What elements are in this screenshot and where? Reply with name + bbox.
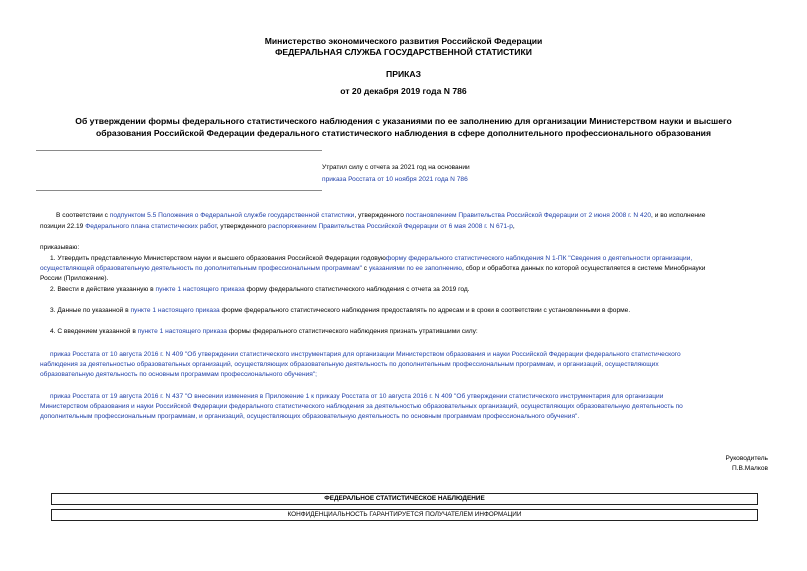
separator-line-top [36, 150, 322, 151]
validity-note-text: Утратил силу с отчета за 2021 год на основании [322, 164, 470, 171]
repeal-order-437-line-1[interactable]: приказ Росстата от 19 августа 2016 г. N 437 "О внесении изменения в Приложение 1 к приказу Росстата от 10 августа 2016 г. N 409 "Об утверждении статистического инструментария для организации [50, 393, 664, 400]
signature-role: Руководитель [725, 455, 768, 462]
separator-line-bottom [36, 190, 322, 191]
ministry-name: Министерство экономического развития Российской Федерации [264, 36, 543, 46]
link-rasporyazhenie-671[interactable]: распоряжением Правительства Российской Федерации от 6 мая 2008 г. N 671-р [268, 223, 513, 230]
document-title-line-1: Об утверждении формы федерального статистического наблюдения с указаниями по ее заполнению для организации Министерством науки и высшего [75, 116, 732, 126]
validity-note-link[interactable]: приказа Росстата от 10 ноября 2021 года N 786 [322, 176, 468, 183]
item-1-line-2: осуществляющей образовательную деятельность по дополнительным профессиональным программам" с указаниями по ее заполнению, сбор и обработка данных по которой осуществляется в системе Минобрнауки [40, 265, 706, 272]
repeal-order-437-line-3[interactable]: дополнительным профессиональным программам, и организаций, осуществляющих образовательную деятельность по основным программам профессионального обучения". [40, 413, 580, 420]
prikazyvayu-text: приказываю: [40, 244, 80, 251]
repeal-order-409-line-1[interactable]: приказ Росстата от 10 августа 2016 г. N 409 "Об утверждении статистического инструментария для организации Министерством образования и науки Российской Федерации федерального статистического [50, 351, 681, 358]
preamble-line-2: позиции 22.19 Федерального плана статистических работ, утвержденного распоряжением Правительства Российской Федерации от 6 мая 2008 г. N 671-р, [40, 223, 515, 230]
document-date-number: от 20 декабря 2019 года N 786 [340, 86, 467, 96]
preamble-line-1: В соответствии с подпунктом 5.5 Положения о Федеральной службе государственной статистики, утвержденного постановлением Правительства Российской Федерации от 2 июня 2008 г. N 420, и во исполнение [56, 212, 706, 219]
item-4: 4. С введением указанной в пункте 1 настоящего приказа формы федерального статистического наблюдения признать утратившими силу: [50, 328, 478, 335]
document-title-line-2: образования Российской Федерации федерального статистического наблюдения в сфере дополнительного профессионального образования [96, 128, 711, 138]
link-item-1-ref[interactable]: пункте 1 настоящего приказа [130, 307, 220, 314]
link-form-1pk-cont[interactable]: осуществляющей образовательную деятельность по дополнительным профессиональным программам" [40, 265, 362, 272]
signature-name: П.В.Малков [731, 465, 768, 472]
item-2: 2. Ввести в действие указанную в пункте 1 настоящего приказа форму федерального статистического наблюдения с отчета за 2019 год. [50, 286, 470, 293]
document-type: ПРИКАЗ [386, 69, 421, 79]
link-item-1-ref[interactable]: пункте 1 настоящего приказа [155, 286, 245, 293]
confidentiality-box: КОНФИДЕНЦИАЛЬНОСТЬ ГАРАНТИРУЕТСЯ ПОЛУЧАТЕЛЕМ ИНФОРМАЦИИ [51, 509, 758, 521]
link-item-1-ref[interactable]: пункте 1 настоящего приказа [137, 328, 227, 335]
repeal-order-437-line-2[interactable]: Министерством образования и науки Российской Федерации федерального статистического наблюдения за деятельностью образовательных организаций, осуществляющих образовательную деятельность по [40, 403, 683, 410]
repeal-order-409-line-3[interactable]: образовательную деятельность по основным программам профессионального обучения"; [40, 371, 318, 378]
link-polozhenie-subparagraph[interactable]: подпунктом 5.5 Положения о Федеральной службе государственной статистики [109, 212, 355, 219]
link-federal-plan[interactable]: Федерального плана статистических работ [85, 223, 217, 230]
link-form-1pk[interactable]: форму федерального статистического наблюдения N 1-ПК "Сведения о деятельности организации, [385, 255, 693, 262]
link-instructions[interactable]: указаниями по ее заполнению [368, 265, 462, 272]
repeal-order-409-line-2[interactable]: наблюдения за деятельностью образовательных организаций, осуществляющих образовательную деятельность по дополнительным профессиональным программам, и организаций, осуществляющих [40, 361, 659, 368]
item-1-line-3: России (Приложение). [40, 275, 109, 282]
item-3: 3. Данные по указанной в пункте 1 настоящего приказа форме федерального статистического наблюдения предоставлять по адресам и в сроки в соответствии с установленными в форме. [50, 307, 631, 314]
item-1-line-1: 1. Утвердить представленную Министерством науки и высшего образования Российской Федерации годовуюформу федерального статистического наблюдения N 1-ПК "Сведения о деятельности организации, [50, 255, 693, 262]
link-postanovlenie-420[interactable]: постановлением Правительства Российской Федерации от 2 июня 2008 г. N 420 [405, 212, 652, 219]
service-name: ФЕДЕРАЛЬНАЯ СЛУЖБА ГОСУДАРСТВЕННОЙ СТАТИСТИКИ [275, 47, 532, 57]
form-header-box: ФЕДЕРАЛЬНОЕ СТАТИСТИЧЕСКОЕ НАБЛЮДЕНИЕ [51, 493, 758, 505]
